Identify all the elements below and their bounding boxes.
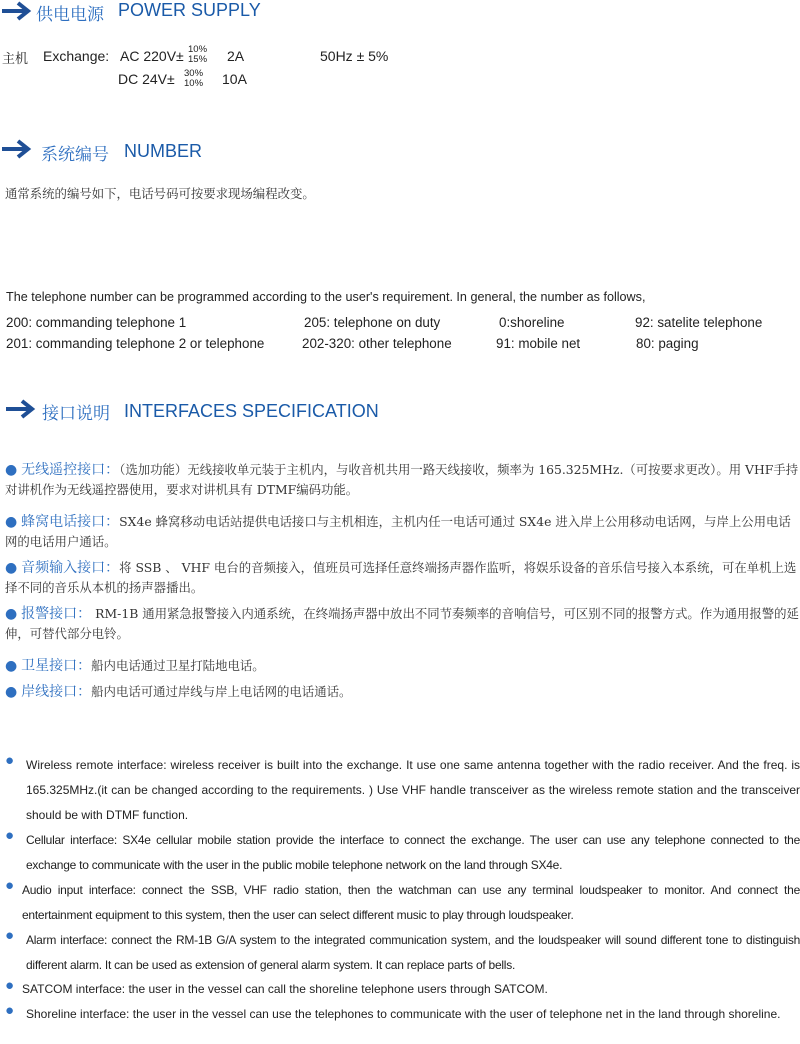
ac-tolerance xyxy=(188,45,207,65)
ac-current: 2A xyxy=(227,48,245,64)
host-label: 主机 xyxy=(2,52,29,67)
bullet-dot-icon: ● xyxy=(5,827,15,844)
interface-cn-text: RM-1B 通用紧急报警接入内通系统，在终端扬声器中放出不同节奏频率的音响信号，可区别不同的报警方式。作为通用报警的延伸，可替代部分电铃。 xyxy=(5,606,799,641)
number-row2-col1: 201: commanding telephone 2 or telephone xyxy=(6,336,265,351)
right-arrow-icon xyxy=(2,138,34,160)
right-arrow-icon xyxy=(2,0,34,22)
interface-en-cellular: Cellular interface: SX4e cellular mobile station provide the interface to connect the exchange. The user can use any telephone connected to the exchange to communicate with the user in the public mobile telephone network on the land through SX4e. xyxy=(26,833,800,872)
interface-cn-label: 音频输入接口： xyxy=(21,560,120,576)
number-intro-en: The telephone number can be programmed according to the user's requirement. In general, the number as follows, xyxy=(6,290,646,304)
interface-cn-label: 报警接口： xyxy=(21,606,92,622)
dc-voltage: DC 24V± xyxy=(118,71,175,87)
interface-en-wireless: Wireless remote interface: wireless receiver is built into the exchange. It use one same antenna together with the radio receiver. And the freq. is 165.325MHz.(it can be changed according to the requirements. ) Use VHF handle transceiver as the wireless remote station and the transceiver should be with DTMF function. xyxy=(26,758,800,822)
interface-cn-text: SX4e 蜂窝移动电话站提供电话接口与主机相连，主机内任一电话可通过 SX4e 进入岸上公用移动电话网，与岸上公用电话网的电话用户通话。 xyxy=(5,514,791,549)
bullet-dot-icon: ● xyxy=(5,514,18,530)
number-row2-col2: 202-320: other telephone xyxy=(302,336,452,351)
interface-en-satcom: SATCOM interface: the user in the vessel can call the shoreline telephone users through SATCOM. xyxy=(22,982,548,996)
interface-cn-label: 岸线接口： xyxy=(21,684,92,700)
dc-tolerance xyxy=(184,69,203,89)
number-title-cn: 系统编号 xyxy=(41,145,109,165)
interface-cn-label: 卫星接口： xyxy=(21,658,92,674)
power-title-cn: 供电电源 xyxy=(36,5,104,25)
dc-tolerance-up: 30% xyxy=(184,68,204,79)
number-row1-col1: 200: commanding telephone 1 xyxy=(6,315,187,330)
interface-cn-alarm xyxy=(5,604,800,644)
interfaces-title-en: INTERFACES SPECIFICATION xyxy=(124,401,379,421)
interface-cn-audio xyxy=(5,558,800,598)
number-row1-col3: 0:shoreline xyxy=(499,315,565,330)
bullet-dot-icon: ● xyxy=(5,877,15,894)
bullet-dot-icon: ● xyxy=(5,684,18,700)
interface-en-alarm: Alarm interface: connect the RM-1B G/A system to the integrated communication system, and the loudspeaker will sound different tone to distinguish different alarm. It can be used as extension of general alarm system. It can replace parts of bells. xyxy=(26,933,800,972)
number-intro-cn: 通常系统的编号如下，电话号码可按要求现场编程改变。 xyxy=(5,186,315,201)
interface-en-shoreline: Shoreline interface: the user in the vessel can use the telephones to communicate with the user of telephone net in the land through shoreline. xyxy=(26,1007,781,1021)
ac-voltage: AC 220V± xyxy=(120,48,184,64)
interface-en-audio: Audio input interface: connect the SSB, VHF radio station, then the watchman can use any terminal loudspeaker to monitor. And connect the entertainment equipment to this system, then the user can select different music to play through loudspeaker. xyxy=(22,883,800,922)
bullet-dot-icon: ● xyxy=(5,927,15,944)
interface-cn-label: 无线遥控接口： xyxy=(21,462,120,478)
dc-tolerance-down: 10% xyxy=(184,78,204,89)
number-row1-col2: 205: telephone on duty xyxy=(304,315,441,330)
ac-tolerance-down: 15% xyxy=(188,54,208,65)
interface-cn-text: 将 SSB 、 VHF 电台的音频接入，值班员可选择任意终端扬声器作监听，将娱乐设备的音乐信号接入本系统，可在单机上选择不同的音乐从本机的扬声器播出。 xyxy=(5,560,797,595)
number-row1-col4: 92: satelite telephone xyxy=(635,315,763,330)
bullet-dot-icon: ● xyxy=(5,977,15,994)
interface-cn-wireless xyxy=(5,460,800,500)
number-row2-col4: 80: paging xyxy=(636,336,699,351)
right-arrow-icon xyxy=(6,398,38,420)
bullet-dot-icon: ● xyxy=(5,560,18,576)
ac-tolerance-up: 10% xyxy=(188,44,208,55)
interfaces-title-cn: 接口说明 xyxy=(42,404,110,424)
interface-cn-text: （选加功能）无线接收单元装于主机内，与收音机共用一路天线接收，频率为 165.325MHz.（可按要求更改）。用 VHF手持对讲机作为无线遥控器使用，要求对讲机具有 DTMF编码功能。 xyxy=(5,462,799,497)
number-title-en: NUMBER xyxy=(124,141,203,161)
bullet-dot-icon: ● xyxy=(5,1002,15,1019)
interface-cn-satellite xyxy=(5,656,800,676)
bullet-dot-icon: ● xyxy=(5,606,18,622)
interface-cn-text: 船内电话通过卫星打陆地电话。 xyxy=(91,658,265,673)
exchange-label: Exchange: xyxy=(43,48,110,64)
bullet-dot-icon: ● xyxy=(5,658,18,674)
bullet-dot-icon: ● xyxy=(5,462,18,478)
power-title-en: POWER SUPPLY xyxy=(118,0,261,20)
frequency: 50Hz ± 5% xyxy=(320,48,389,64)
dc-current: 10A xyxy=(222,71,247,87)
interface-cn-text: 船内电话可通过岸线与岸上电话网的电话通话。 xyxy=(91,684,352,699)
interface-cn-cellular xyxy=(5,512,800,552)
interface-cn-label: 蜂窝电话接口： xyxy=(21,514,120,530)
interface-cn-shoreline xyxy=(5,682,800,702)
number-row2-col3: 91: mobile net xyxy=(496,336,581,351)
bullet-dot-icon: ● xyxy=(5,752,15,769)
